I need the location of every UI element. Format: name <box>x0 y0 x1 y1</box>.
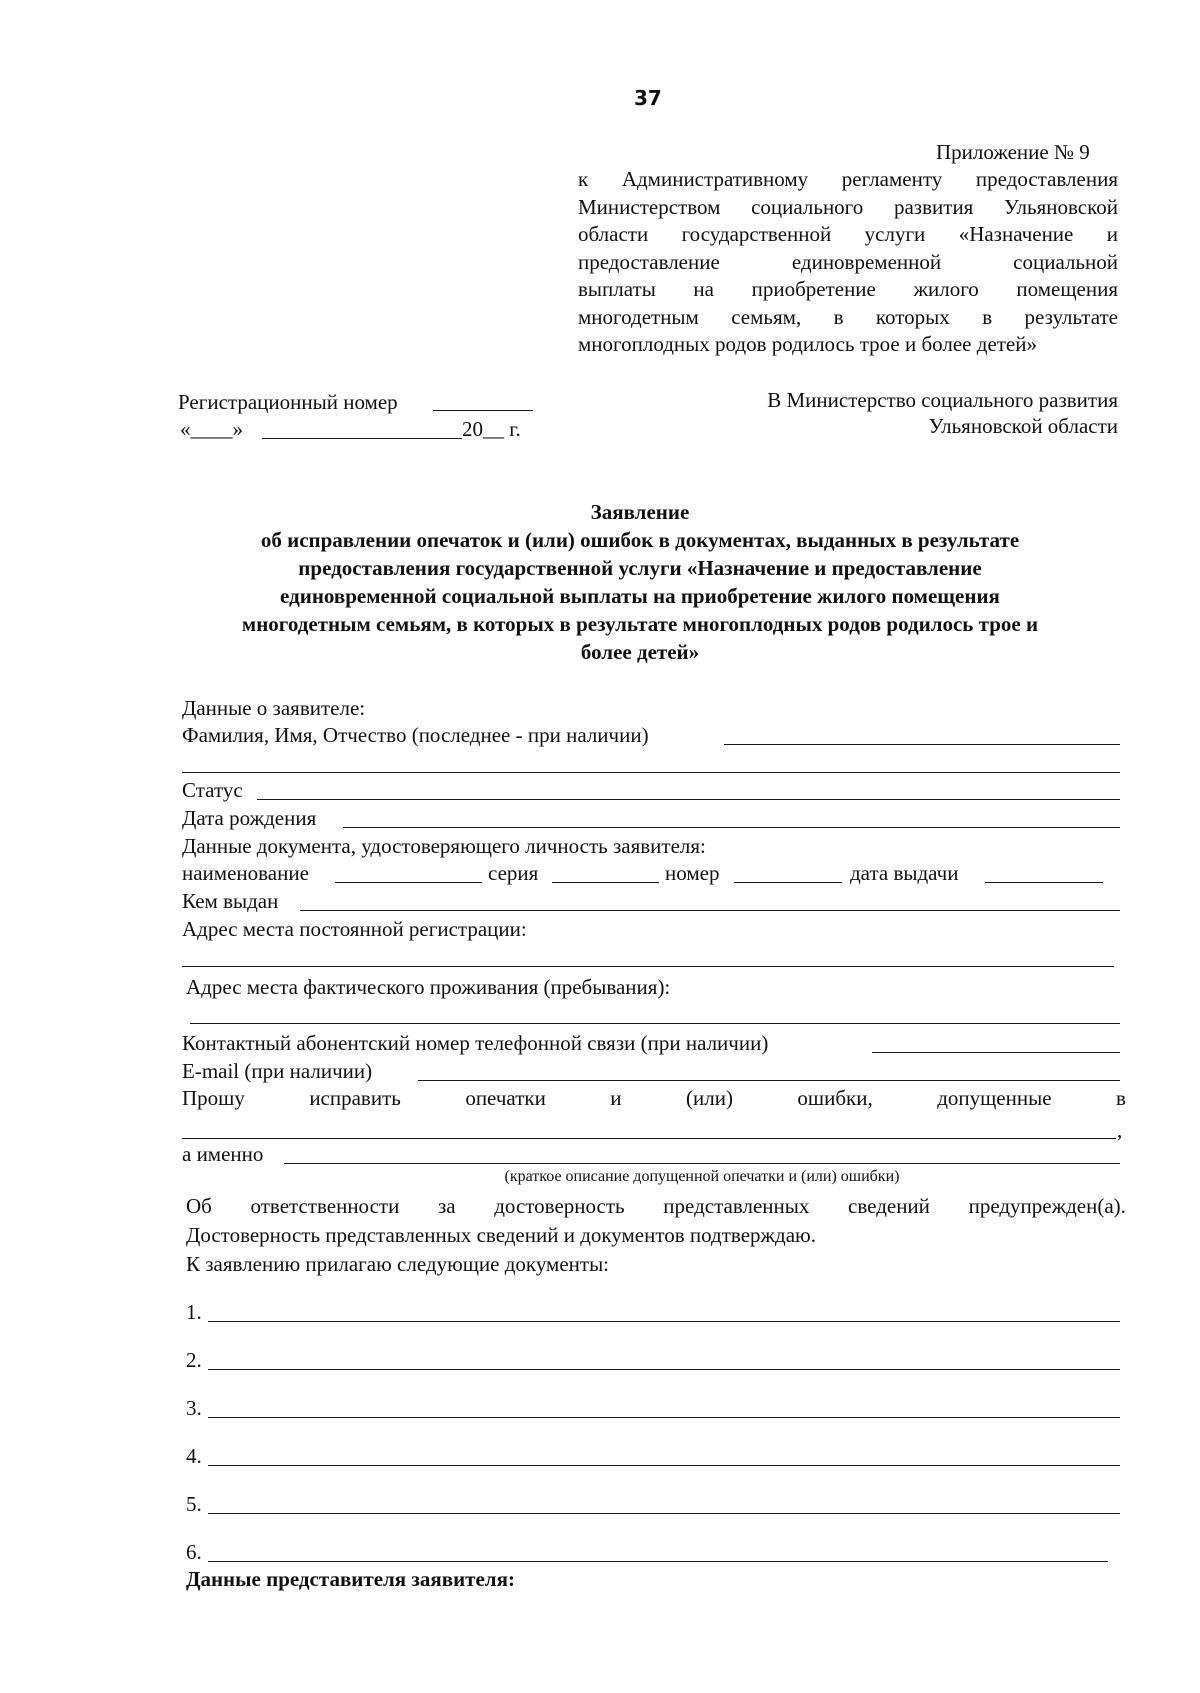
birth-date-line[interactable] <box>343 827 1120 828</box>
id-document-label: Данные документа, удостоверяющего личность заявителя: <box>182 834 706 858</box>
email-label: E-mail (при наличии) <box>182 1059 373 1083</box>
attachment-number-3: 3. <box>186 1396 202 1420</box>
attachment-number-4: 4. <box>186 1444 202 1468</box>
warn-word-7: предупрежден(а). <box>968 1194 1126 1218</box>
representative-section-label: Данные представителя заявителя: <box>186 1567 515 1591</box>
applicant-section-label: Данные о заявителе: <box>182 696 366 720</box>
appendix-line-7: многоплодных родов родилось трое и более детей» <box>578 332 1037 356</box>
application-subtitle-line-3: единовременной социальной выплаты на приобретение жилого помещения <box>280 584 1000 608</box>
request-word-5: (или) <box>686 1086 733 1110</box>
appendix-line-2: Министерством социального развития Ульяновской <box>578 194 1118 219</box>
doc-name-line[interactable] <box>335 882 482 883</box>
registration-date-year: 20__ г. <box>462 417 521 441</box>
status-line[interactable] <box>257 799 1120 800</box>
attachments-label: К заявлению прилагаю следующие документы: <box>186 1252 610 1276</box>
phone-label: Контактный абонентский номер телефонной связи (при наличии) <box>182 1031 769 1055</box>
warn-word-1: Об <box>186 1194 212 1218</box>
namely-line[interactable] <box>284 1163 1120 1164</box>
responsibility-statement <box>186 1193 1126 1219</box>
request-document-line[interactable] <box>182 1138 1116 1139</box>
request-sentence <box>182 1085 1126 1111</box>
attachment-number-5: 5. <box>186 1492 202 1516</box>
attachment-line-4[interactable] <box>208 1465 1120 1466</box>
request-word-7: допущенные <box>937 1086 1052 1110</box>
request-word-8: в <box>1115 1086 1126 1110</box>
request-word-4: и <box>610 1086 622 1110</box>
request-word-3: опечатки <box>465 1086 546 1110</box>
appendix-line-1: к Административному регламенту предоставления <box>578 167 1118 191</box>
attachment-line-3[interactable] <box>208 1417 1120 1418</box>
doc-date-line[interactable] <box>985 882 1103 883</box>
confirmation-statement: Достоверность представленных сведений и документов подтверждаю. <box>186 1223 816 1247</box>
application-subtitle-line-5: более детей» <box>580 640 700 664</box>
issued-by-line[interactable] <box>300 910 1120 911</box>
namely-hint: (краткое описание допущенной опечатки и (или) ошибки) <box>504 1168 900 1185</box>
registration-number-label: Регистрационный номер <box>178 390 398 414</box>
application-subtitle-line-1: об исправлении опечаток и (или) ошибок в документах, выданных в результате <box>260 528 1020 552</box>
request-word-6: ошибки, <box>797 1086 873 1110</box>
doc-name-label: наименование <box>182 861 309 885</box>
doc-series-line[interactable] <box>552 882 659 883</box>
status-label: Статус <box>182 778 243 802</box>
attachment-number-6: 6. <box>186 1540 202 1564</box>
addressee-line-1: В Министерство социального развития <box>767 388 1118 412</box>
registration-address-label: Адрес места постоянной регистрации: <box>182 917 527 941</box>
application-subtitle-line-4: многодетным семьям, в которых в результате многоплодных родов родилось трое и <box>241 612 1039 636</box>
issued-by-label: Кем выдан <box>182 889 279 913</box>
attachment-line-1[interactable] <box>208 1321 1120 1322</box>
appendix-line-3: области государственной услуги «Назначение и <box>578 222 1118 246</box>
page-number: 37 <box>634 86 662 110</box>
warn-word-3: за <box>437 1194 456 1218</box>
fio-line[interactable] <box>724 744 1120 745</box>
phone-line[interactable] <box>872 1052 1120 1053</box>
fio-label: Фамилия, Имя, Отчество (последнее - при наличии) <box>182 723 649 747</box>
registration-address-line[interactable] <box>182 966 1114 967</box>
warn-word-5: представленных <box>663 1194 810 1218</box>
registration-number-line[interactable] <box>433 410 533 411</box>
appendix-line-6: многодетным семьям, в которых в результате <box>578 304 1118 329</box>
request-comma: , <box>1117 1118 1123 1142</box>
application-subtitle-line-2: предоставления государственной услуги «Назначение и предоставление <box>298 556 982 580</box>
registration-date-line[interactable] <box>262 438 462 439</box>
attachment-number-2: 2. <box>186 1348 202 1372</box>
actual-address-label: Адрес места фактического проживания (пребывания): <box>186 975 671 999</box>
actual-address-line[interactable] <box>190 1023 1120 1024</box>
addressee-line-2: Ульяновской области <box>928 414 1118 438</box>
email-line[interactable] <box>418 1080 1120 1081</box>
appendix-line-5: выплаты на приобретение жилого помещения <box>578 277 1118 301</box>
doc-number-line[interactable] <box>734 882 842 883</box>
attachment-number-1: 1. <box>186 1300 202 1324</box>
doc-number-label: номер <box>665 861 720 885</box>
request-word-1: Прошу <box>182 1086 245 1110</box>
request-word-2: исправить <box>309 1086 401 1110</box>
registration-date-prefix: «____» <box>180 417 243 441</box>
warn-word-6: сведений <box>848 1194 930 1218</box>
birth-date-label: Дата рождения <box>182 806 317 830</box>
warn-word-2: ответственности <box>250 1194 400 1218</box>
attachment-line-6[interactable] <box>208 1561 1108 1562</box>
warn-word-4: достоверность <box>494 1194 625 1218</box>
appendix-title: Приложение № 9 <box>936 140 1090 164</box>
doc-series-label: серия <box>488 861 539 885</box>
application-title: Заявление <box>590 500 690 524</box>
attachment-line-5[interactable] <box>208 1513 1120 1514</box>
namely-label: а именно <box>182 1142 264 1166</box>
doc-date-label: дата выдачи <box>850 861 959 885</box>
appendix-line-4: предоставление единовременной социальной <box>578 249 1118 274</box>
fio-line-2[interactable] <box>182 772 1120 773</box>
attachment-line-2[interactable] <box>208 1369 1120 1370</box>
